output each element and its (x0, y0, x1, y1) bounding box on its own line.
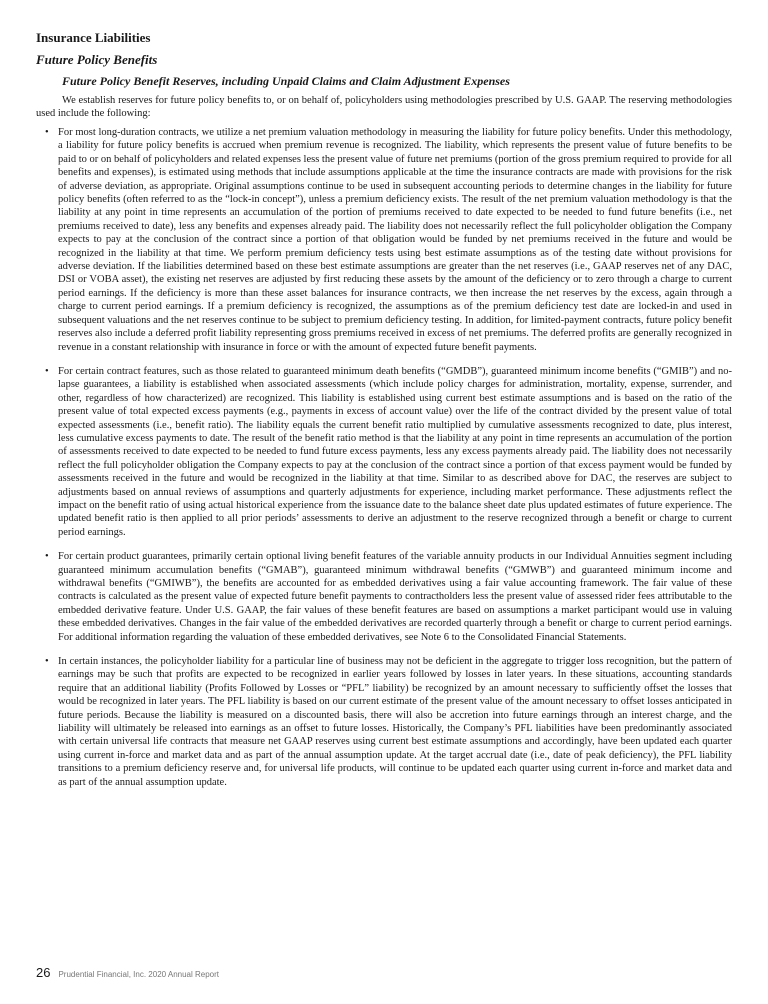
list-item-text: For certain contract features, such as those related to guaranteed minimum death benefits (“GMDB”), guaranteed minimum income benefits (“GMIB”) and no-lapse guarantees, a liability is established when associated assessments (which include policy charges for administration, mortality, expense, surrender, and other, regardless of how characterized) are recognized. This liability is established using current best estimate assumptions and is based on the ratio of the present value of total expected excess payments (e.g., payments in excess of account value) over the life of the contract divided by the present value of total expected assessments (i.e., benefit ratio). The liability equals the current benefit ratio multiplied by cumulative assessments recognized to date, plus interest, less cumulative excess payments to date. The result of the benefit ratio method is that the liability at any point in time represents an accumulation of the portion of assessments received to date expected to be needed to fund future excess payments, less any excess payments already paid. The liability does not necessarily reflect the full policyholder obligation the Company expects to pay at the conclusion of the contract since a portion of that excess payment would be funded by assessments received in the future and would be recognized in the liability at that time. Similar to as described above for DAC, the reserves are subject to adjustments based on annual reviews of assumptions and quarterly adjustments for experience, including market performance. These adjustments reflect the impact on the benefit ratio of using actual historical experience from the issuance date to the balance sheet date plus updated estimates of future experience. The updated benefit ratio is then applied to all prior periods’ assessments to derive an adjustment to the reserve recognized through a benefit or charge to current period earnings. (58, 365, 732, 538)
page-footer (36, 965, 219, 980)
methodology-list (36, 126, 732, 800)
intro-paragraph: We establish reserves for future policy benefits to, or on behalf of, policyholders using methodologies prescribed by U.S. GAAP. The reserving methodologies used include the following: (36, 95, 732, 120)
subsubsection-heading: Future Policy Benefit Reserves, including Unpaid Claims and Claim Adjustment Expenses (62, 74, 510, 88)
bullet-icon: • (45, 656, 49, 668)
subsection-heading: Future Policy Benefits (36, 52, 158, 67)
bullet-icon: • (45, 551, 49, 563)
bullet-icon: • (45, 365, 49, 377)
footer-text: Prudential Financial, Inc. 2020 Annual Report (58, 970, 220, 979)
list-item-text: For certain product guarantees, primarily certain optional living benefit features of the variable annuity products in our Individual Annuities segment including guaranteed minimum accumulation benefits (“GMAB”), guaranteed minimum withdrawal benefits (“GMWB”) and guaranteed minimum income and withdrawal benefits (“GMIWB”), the benefits are accounted for as embedded derivatives using a fair value accounting framework. The fair value of these contracts is calculated as the present value of expected future benefit payments to contractholders less the present value of assessed rider fees attributable to the embedded derivative feature. Under U.S. GAAP, the fair values of these benefit features are based on assumptions a market participant would use in valuing these embedded derivatives. Changes in the fair value of the embedded derivatives are recorded quarterly through a benefit or charge to current period earnings. For additional information regarding the valuation of these embedded derivatives, see Note 6 to the Consolidated Financial Statements. (58, 551, 732, 643)
list-item (36, 655, 732, 789)
list-item (36, 126, 732, 354)
list-item (36, 550, 732, 644)
bullet-icon: • (45, 127, 49, 138)
section-heading: Insurance Liabilities (36, 30, 151, 45)
list-item-text: In certain instances, the policyholder liability for a particular line of business may not be deficient in the aggregate to trigger loss recognition, but the pattern of earnings may be such that profits are expected to be recognized in earlier years followed by losses in later years. In these situations, accounting standards require that an additional liability (Profits Followed by Losses or “PFL” liability) be recognized by an amount necessary to sufficiently offset the losses that would be recognized in later years. The PFL liability is based on our current estimate of the present value of the amount necessary to offset losses anticipated in future periods. Because the liability is measured on a discounted basis, there will also be accretion into future earnings through an interest charge, and the liability will ultimately be released into earnings as an offset to future losses. Historically, the Company’s PFL liabilities have been predominantly associated with certain universal life contracts that measure net GAAP reserves using current best estimate assumptions and accordingly, have been updated each quarter using current in-force and market data and as part of the annual assumption update. At the target accrual date (i.e., date of peak deficiency), the PFL liability transitions to a premium deficiency reserve and, for universal life products, will continue to be updated each quarter using current in-force and market data and as part of the annual assumption update. (58, 656, 732, 788)
page-number: 26 (36, 965, 51, 980)
list-item-text: For most long-duration contracts, we utilize a net premium valuation methodology in measuring the liability for future policy benefits. Under this methodology, a liability for future policy benefits is accrued when premium revenue is recognized. The liability, which represents the present value of future benefits to be paid to or on behalf of policyholders and related expenses less the present value of future net premiums (portion of the gross premium required to provide for all benefits and expenses), is estimated using methods that include assumptions applicable at the time the insurance contracts are made with provisions for the risk of adverse deviation, as appropriate. Original assumptions continue to be used in subsequent accounting periods to determine changes in the liability for future policy benefits (often referred to as the “lock-in concept”), unless a premium deficiency exists. The result of the net premium valuation methodology is that the liability at any point in time represents an accumulation of the portion of premiums received to date expected to be needed to fund future benefits (i.e., net premiums received to date), less any benefits and expenses already paid. The liability does not necessarily reflect the full policyholder obligation the Company expects to pay at the conclusion of the contract since a portion of that obligation would be funded by net premiums received in the future and would be recognized in the liability at that time. We perform premium deficiency tests using best estimate assumptions as of the testing date without provisions for adverse deviation. If the liabilities determined based on these best estimate assumptions are greater than the net reserves (i.e., GAAP reserves net of any DAC, DSI or VOBA asset), the existing net reserves are adjusted by first reducing these assets by the amount of the deficiency or to zero through a charge to current period earnings. If the deficiency is more than these asset balances for insurance contracts, we then increase the net reserves by the excess, again through a charge to current period earnings. If a premium deficiency is recognized, the assumptions as of the premium deficiency test date are locked-in and used in subsequent valuations and the net reserves continue to be subject to premium deficiency testing. In addition, for limited-payment contracts, future policy benefit reserves also include a deferred profit liability representing gross premiums received in excess of net premiums. The deferred profits are generally recognized in revenue in a constant relationship with insurance in force or with the amount of expected future benefit payments. (58, 127, 732, 353)
list-item (36, 365, 732, 539)
